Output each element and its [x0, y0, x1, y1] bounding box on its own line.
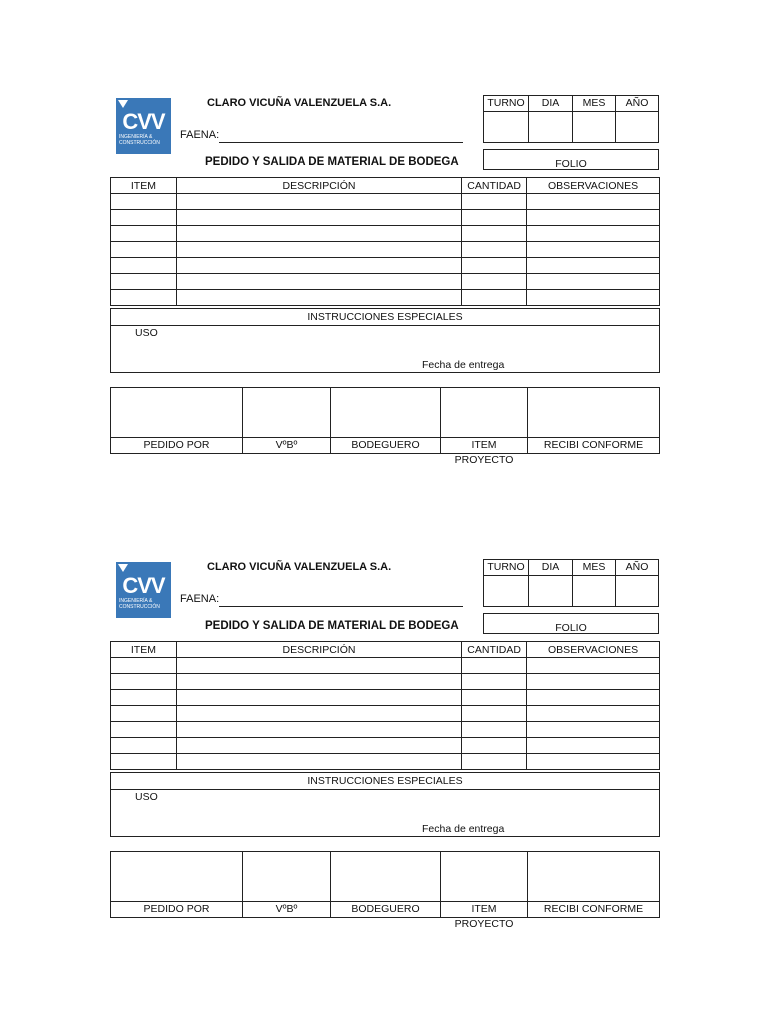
recibi-conforme-label: RECIBI CONFORME [528, 437, 659, 453]
company-name: CLARO VICUÑA VALENZUELA S.A. [207, 97, 392, 109]
cantidad-cell[interactable] [462, 738, 527, 754]
vobo-cell[interactable] [243, 388, 331, 453]
turno-cell[interactable] [484, 560, 529, 606]
cantidad-cell[interactable] [462, 706, 527, 722]
item-cell[interactable] [111, 242, 177, 258]
table-row[interactable] [111, 210, 660, 226]
descripcion-cell[interactable] [176, 210, 461, 226]
faena-field[interactable] [219, 142, 463, 143]
table-row[interactable] [111, 274, 660, 290]
item-cell[interactable] [111, 194, 177, 210]
observaciones-cell[interactable] [527, 674, 660, 690]
item-proyecto-label: ITEM PROYECTO [441, 901, 527, 917]
company-name: CLARO VICUÑA VALENZUELA S.A. [207, 561, 392, 573]
cvv-logo [116, 562, 171, 618]
bodeguero-label: BODEGUERO [331, 901, 440, 917]
cantidad-cell[interactable] [462, 754, 527, 770]
vobo-label: VºBº [243, 901, 330, 917]
descripcion-cell[interactable] [176, 194, 461, 210]
folio-label: FOLIO [555, 158, 587, 170]
table-row[interactable] [111, 738, 660, 754]
descripcion-cell[interactable] [176, 242, 461, 258]
vobo-label: VºBº [243, 437, 330, 453]
cantidad-cell[interactable] [462, 690, 527, 706]
fecha-entrega-label: Fecha de entrega [422, 823, 505, 835]
item-cell[interactable] [111, 658, 177, 674]
descripcion-cell[interactable] [176, 258, 461, 274]
pedido-por-label: PEDIDO POR [111, 901, 242, 917]
faena-field[interactable] [219, 606, 463, 607]
logo-letters: CVV [122, 109, 165, 134]
descripcion-header: DESCRIPCIÓN [176, 642, 461, 658]
logo-tagline: INGENIERÍA & CONSTRUCCIÓN [119, 134, 160, 146]
turno-cell[interactable] [484, 96, 529, 142]
instructions-box[interactable] [110, 308, 660, 373]
vobo-cell[interactable] [243, 852, 331, 917]
observaciones-cell[interactable] [527, 274, 660, 290]
observaciones-cell[interactable] [527, 658, 660, 674]
table-header-row [111, 178, 660, 194]
item-cell[interactable] [111, 738, 177, 754]
item-header: ITEM [111, 178, 177, 194]
item-cell[interactable] [111, 754, 177, 770]
dia-cell[interactable] [529, 560, 573, 606]
descripcion-cell[interactable] [176, 674, 461, 690]
signature-box [110, 851, 660, 930]
item-header: ITEM [111, 642, 177, 658]
table-row[interactable] [111, 690, 660, 706]
table-row[interactable] [111, 258, 660, 274]
dia-cell[interactable] [529, 96, 573, 142]
faena-label: FAENA: [180, 129, 220, 141]
descripcion-cell[interactable] [176, 754, 461, 770]
cantidad-cell[interactable] [462, 258, 527, 274]
recibi-conforme-label: RECIBI CONFORME [528, 901, 659, 917]
turno-header: TURNO [484, 96, 528, 112]
recibi-conforme-cell[interactable] [528, 388, 659, 453]
cantidad-cell[interactable] [462, 242, 527, 258]
cantidad-header: CANTIDAD [462, 178, 527, 194]
mes-cell[interactable] [573, 560, 616, 606]
observaciones-cell[interactable] [527, 754, 660, 770]
item-proyecto-cell[interactable] [441, 852, 528, 930]
bodeguero-cell[interactable] [331, 852, 441, 917]
cantidad-cell[interactable] [462, 722, 527, 738]
bodega-form-2 [0, 556, 768, 936]
cvv-logo [116, 98, 171, 154]
mes-cell[interactable] [573, 96, 616, 142]
item-cell[interactable] [111, 210, 177, 226]
observaciones-cell[interactable] [527, 690, 660, 706]
cantidad-cell[interactable] [462, 290, 527, 306]
folio-box[interactable] [483, 149, 659, 170]
observaciones-cell[interactable] [527, 258, 660, 274]
dia-header: DIA [529, 96, 572, 112]
cantidad-cell[interactable] [462, 226, 527, 242]
ano-header: AÑO [616, 560, 658, 576]
instructions-header: INSTRUCCIONES ESPECIALES [111, 773, 659, 790]
observaciones-header: OBSERVACIONES [527, 642, 660, 658]
observaciones-cell[interactable] [527, 706, 660, 722]
uso-label: USO [135, 327, 158, 339]
logo-letters: CVV [122, 573, 165, 598]
cantidad-cell[interactable] [462, 658, 527, 674]
item-cell[interactable] [111, 258, 177, 274]
date-box [483, 95, 659, 143]
item-proyecto-label: ITEM PROYECTO [441, 437, 527, 453]
form-title: PEDIDO Y SALIDA DE MATERIAL DE BODEGA [205, 620, 459, 632]
table-row[interactable] [111, 658, 660, 674]
cantidad-cell[interactable] [462, 210, 527, 226]
ano-header: AÑO [616, 96, 658, 112]
ano-cell[interactable] [616, 96, 658, 142]
cantidad-cell[interactable] [462, 274, 527, 290]
item-proyecto-cell[interactable] [441, 388, 528, 466]
dia-header: DIA [529, 560, 572, 576]
descripcion-header: DESCRIPCIÓN [176, 178, 461, 194]
table-header-row [111, 642, 660, 658]
item-cell[interactable] [111, 674, 177, 690]
item-cell[interactable] [111, 274, 177, 290]
descripcion-cell[interactable] [176, 274, 461, 290]
descripcion-cell[interactable] [176, 290, 461, 306]
triangle-icon [118, 564, 128, 572]
faena-label: FAENA: [180, 593, 220, 605]
descripcion-cell[interactable] [176, 738, 461, 754]
item-cell[interactable] [111, 706, 177, 722]
table-row[interactable] [111, 290, 660, 306]
cantidad-cell[interactable] [462, 674, 527, 690]
pedido-por-label: PEDIDO POR [111, 437, 242, 453]
pedido-por-cell[interactable] [111, 852, 243, 917]
bodeguero-label: BODEGUERO [331, 437, 440, 453]
table-row[interactable] [111, 226, 660, 242]
table-row[interactable] [111, 194, 660, 210]
item-cell[interactable] [111, 690, 177, 706]
mes-header: MES [573, 560, 615, 576]
date-box [483, 559, 659, 607]
turno-header: TURNO [484, 560, 528, 576]
table-row[interactable] [111, 754, 660, 770]
signature-box [110, 387, 660, 466]
bodega-form-1 [0, 92, 768, 472]
observaciones-cell[interactable] [527, 194, 660, 210]
descripcion-cell[interactable] [176, 706, 461, 722]
item-cell[interactable] [111, 290, 177, 306]
item-cell[interactable] [111, 722, 177, 738]
pedido-por-cell[interactable] [111, 388, 243, 453]
recibi-conforme-cell[interactable] [528, 852, 659, 917]
observaciones-cell[interactable] [527, 226, 660, 242]
cantidad-header: CANTIDAD [462, 642, 527, 658]
uso-label: USO [135, 791, 158, 803]
observaciones-cell[interactable] [527, 242, 660, 258]
mes-header: MES [573, 96, 615, 112]
table-row[interactable] [111, 722, 660, 738]
triangle-icon [118, 100, 128, 108]
form-title: PEDIDO Y SALIDA DE MATERIAL DE BODEGA [205, 156, 459, 168]
folio-box[interactable] [483, 613, 659, 634]
cantidad-cell[interactable] [462, 194, 527, 210]
table-row[interactable] [111, 242, 660, 258]
descripcion-cell[interactable] [176, 658, 461, 674]
observaciones-cell[interactable] [527, 210, 660, 226]
observaciones-cell[interactable] [527, 722, 660, 738]
observaciones-header: OBSERVACIONES [527, 178, 660, 194]
ano-cell[interactable] [616, 560, 658, 606]
descripcion-cell[interactable] [176, 722, 461, 738]
logo-tagline: INGENIERÍA & CONSTRUCCIÓN [119, 598, 160, 610]
observaciones-cell[interactable] [527, 738, 660, 754]
instructions-header: INSTRUCCIONES ESPECIALES [111, 309, 659, 326]
instructions-box[interactable] [110, 772, 660, 837]
folio-label: FOLIO [555, 622, 587, 634]
item-cell[interactable] [111, 226, 177, 242]
table-row[interactable] [111, 674, 660, 690]
table-row[interactable] [111, 706, 660, 722]
descripcion-cell[interactable] [176, 690, 461, 706]
items-table [110, 641, 660, 770]
descripcion-cell[interactable] [176, 226, 461, 242]
fecha-entrega-label: Fecha de entrega [422, 359, 505, 371]
bodeguero-cell[interactable] [331, 388, 441, 453]
observaciones-cell[interactable] [527, 290, 660, 306]
items-table [110, 177, 660, 306]
